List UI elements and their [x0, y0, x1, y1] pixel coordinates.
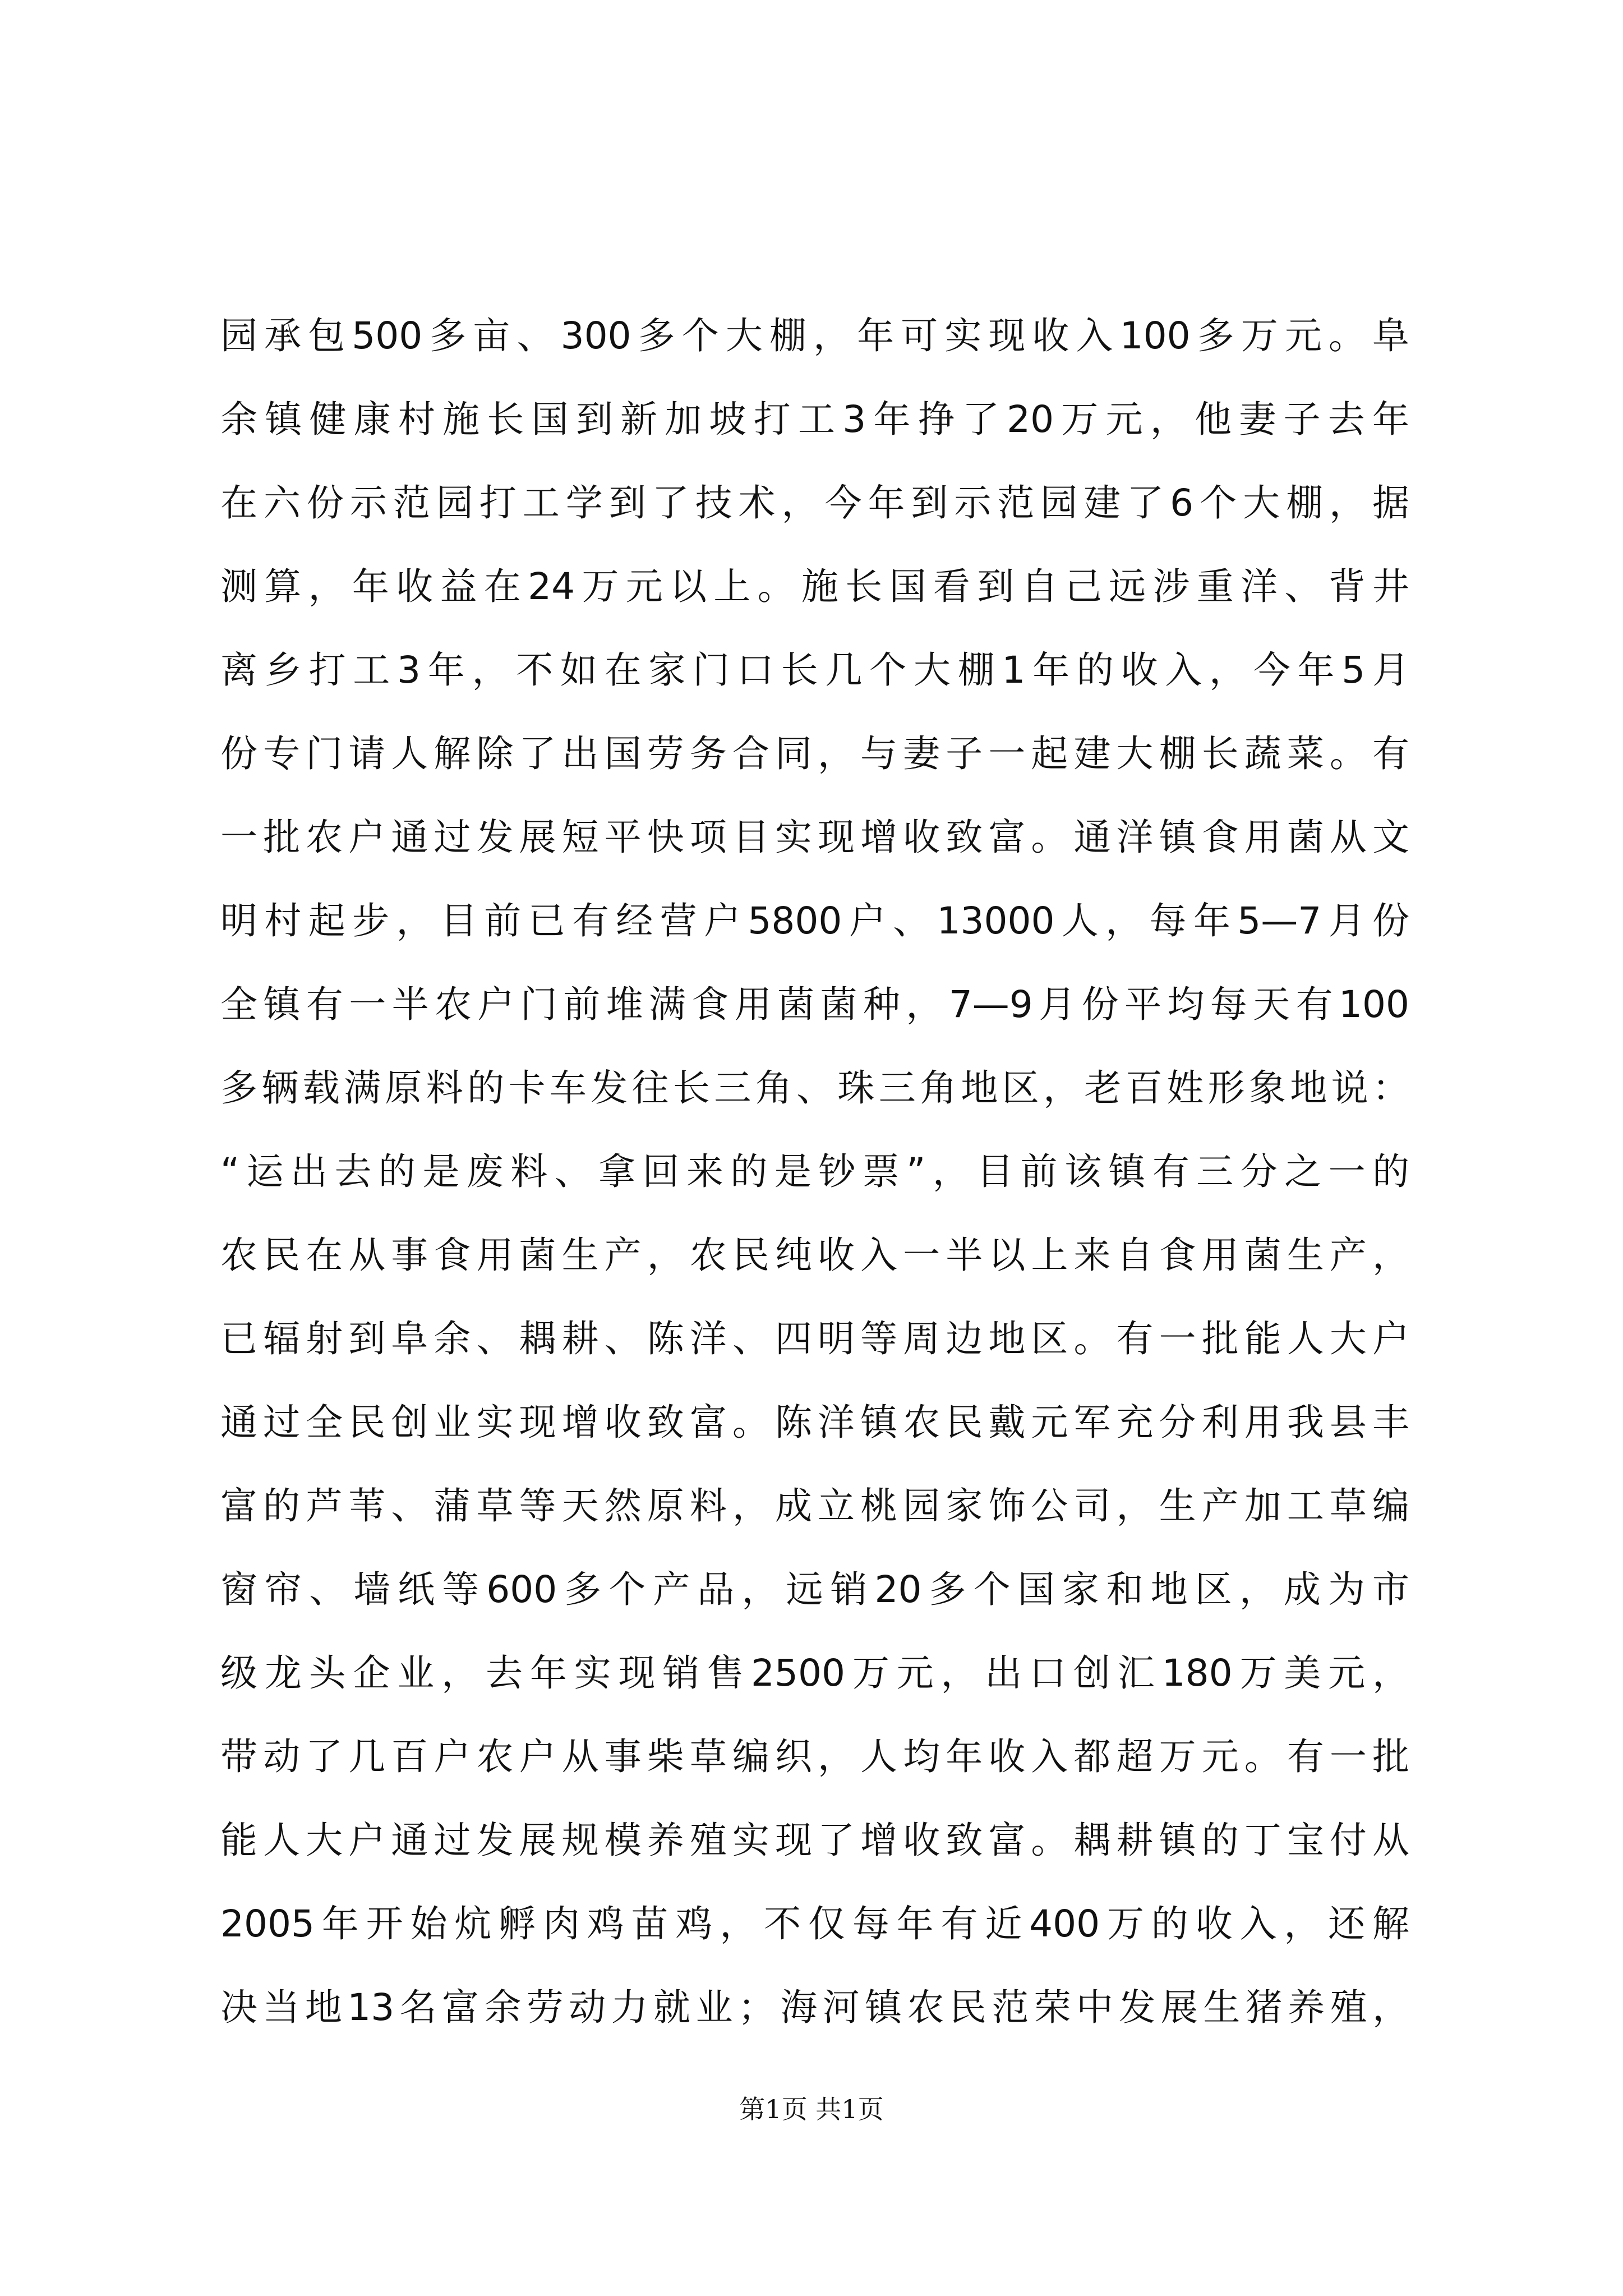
- page-footer: 第1页 共1页: [739, 2094, 884, 2124]
- text-line: 决当地13名富余劳动力就业；海河镇农民范荣中发展生猪养殖，: [220, 1986, 1409, 2029]
- text-line: 一批农户通过发展短平快项目实现增收致富。通洋镇食用菌从文: [220, 816, 1409, 859]
- text-line: 级龙头企业，去年实现销售2500万元，出口创汇180万美元，: [220, 1651, 1409, 1695]
- text-line: 全镇有一半农户门前堆满食用菌菌种，7—9月份平均每天有100: [220, 983, 1409, 1026]
- text-line: 2005年开始炕孵肉鸡苗鸡，不仅每年有近400万的收入，还解: [220, 1902, 1409, 1945]
- text-line: 已辐射到阜余、耦耕、陈洋、四明等周边地区。有一批能人大户: [220, 1317, 1409, 1360]
- text-line: 农民在从事食用菌生产，农民纯收入一半以上来自食用菌生产，: [220, 1234, 1409, 1277]
- text-line: 余镇健康村施长国到新加坡打工3年挣了20万元，他妻子去年: [220, 398, 1409, 441]
- text-line: 在六份示范园打工学到了技术，今年到示范园建了6个大棚，据: [220, 481, 1409, 524]
- text-line: 能人大户通过发展规模养殖实现了增收致富。耦耕镇的丁宝付从: [220, 1819, 1409, 1862]
- text-line: 明村起步，目前已有经营户5800户、13000人，每年5—7月份: [220, 899, 1409, 942]
- text-line: 测算，年收益在24万元以上。施长国看到自己远涉重洋、背井: [220, 565, 1409, 608]
- text-line: “运出去的是废料、拿回来的是钞票”，目前该镇有三分之一的: [220, 1150, 1409, 1193]
- body-text: [220, 294, 1409, 2049]
- text-line: 窗帘、墙纸等600多个产品，远销20多个国家和地区，成为市: [220, 1568, 1409, 1611]
- text-line: 份专门请人解除了出国劳务合同，与妻子一起建大棚长蔬菜。有: [220, 732, 1409, 775]
- text-line: 离乡打工3年，不如在家门口长几个大棚1年的收入，今年5月: [220, 648, 1409, 692]
- text-line: 带动了几百户农户从事柴草编织，人均年收入都超万元。有一批: [220, 1735, 1409, 1778]
- text-line: 多辆载满原料的卡车发往长三角、珠三角地区，老百姓形象地说：: [220, 1066, 1409, 1110]
- text-line: 富的芦苇、蒲草等天然原料，成立桃园家饰公司，生产加工草编: [220, 1484, 1409, 1527]
- text-line: 通过全民创业实现增收致富。陈洋镇农民戴元军充分利用我县丰: [220, 1401, 1409, 1444]
- text-line: 园承包500多亩、300多个大棚，年可实现收入100多万元。阜: [220, 314, 1409, 357]
